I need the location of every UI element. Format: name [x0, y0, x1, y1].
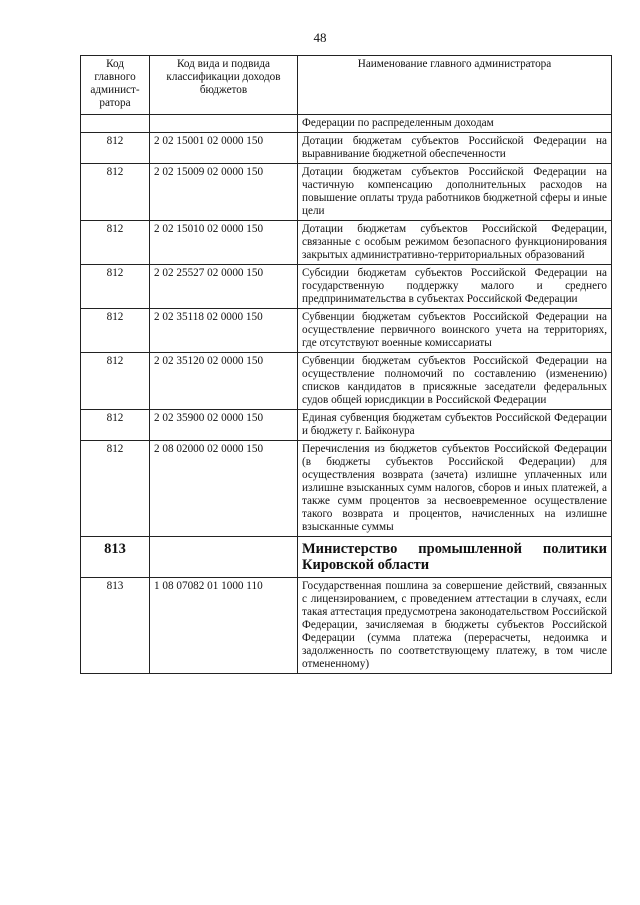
admin-code-cell: 812 [81, 133, 150, 164]
admin-code-cell: 813 [81, 578, 150, 674]
admin-name-cell: Субсидии бюджетам субъектов Российской Федерации на государственную поддержку малого и среднего предпринимательства в субъектах Российской Федерации [298, 265, 612, 309]
admin-name-cell: Дотации бюджетам субъектов Российской Федерации на частичную компенсацию дополнительных расходов на повышение оплаты труда работников бюджетной сферы и иные цели [298, 164, 612, 221]
header-revenue-code: Код вида и подвида классификации доходов бюджетов [150, 56, 298, 115]
table-row [81, 441, 612, 537]
revenue-code-cell: 2 02 25527 02 0000 150 [150, 265, 298, 309]
table-header-row [81, 56, 612, 115]
table-row [81, 410, 612, 441]
revenue-code-cell: 2 02 35120 02 0000 150 [150, 353, 298, 410]
admin-code-cell: 812 [81, 309, 150, 353]
admin-code-cell: 812 [81, 441, 150, 537]
table-row [81, 353, 612, 410]
revenue-code-cell: 2 02 35118 02 0000 150 [150, 309, 298, 353]
header-admin-code: Код главного админист-ратора [81, 56, 150, 115]
admin-name-cell: Единая субвенция бюджетам субъектов Российской Федерации и бюджету г. Байконура [298, 410, 612, 441]
admin-code-cell: 812 [81, 353, 150, 410]
revenue-code-cell: 2 08 02000 02 0000 150 [150, 441, 298, 537]
ministry-name: Министерство промышленной политики Кировской области [298, 537, 612, 578]
revenue-code-cell: 2 02 15009 02 0000 150 [150, 164, 298, 221]
page-number: 48 [313, 30, 327, 45]
admin-name-cell: Государственная пошлина за совершение действий, связанных с лицензированием, с проведением аттестации в случаях, если такая аттестация предусмотрена законодательством Российской Федерации, зачисляемая в бюджеты субъектов Российской Федерации (сумма платежа (перерасчеты, недоимка и задолженность по соответствующему платежу, в том числе отмененному) [298, 578, 612, 674]
admin-name-cell: Дотации бюджетам субъектов Российской Федерации на выравнивание бюджетной обеспеченности [298, 133, 612, 164]
revenue-code-cell: 2 02 35900 02 0000 150 [150, 410, 298, 441]
admin-code-cell: 812 [81, 265, 150, 309]
admin-name-cell: Субвенции бюджетам субъектов Российской Федерации на осуществление полномочий по составлению (изменению) списков кандидатов в присяжные заседатели федеральных судов общей юрисдикции в Российской Федерации [298, 353, 612, 410]
table-row [81, 221, 612, 265]
table-row [81, 578, 612, 674]
revenue-code-cell: 1 08 07082 01 1000 110 [150, 578, 298, 674]
admin-name-cell: Субвенции бюджетам субъектов Российской Федерации на осуществление первичного воинского учета на территориях, где отсутствуют военные комиссариаты [298, 309, 612, 353]
table-row [81, 309, 612, 353]
admin-name-cell: Перечисления из бюджетов субъектов Российской Федерации (в бюджеты субъектов Российской Федерации) для осуществления возврата (зачета) излишне уплаченных или излишне взысканных сумм налогов, сборов и иных платежей, а также сумм процентов за несвоевременное осуществление такого возврата и процентов, начисленных на излишне взысканные суммы [298, 441, 612, 537]
continuation-text: Федерации по распределенным доходам [298, 115, 612, 133]
table-row [81, 164, 612, 221]
table-row [81, 265, 612, 309]
admin-name-cell: Дотации бюджетам субъектов Российской Федерации, связанные с особым режимом безопасного функционирования закрытых административно-территориальных образований [298, 221, 612, 265]
table-row [81, 133, 612, 164]
admin-code-cell: 812 [81, 164, 150, 221]
revenue-administrators-table [80, 55, 612, 674]
ministry-admin-code: 813 [81, 537, 150, 578]
revenue-code-cell: 2 02 15010 02 0000 150 [150, 221, 298, 265]
admin-code-cell: 812 [81, 410, 150, 441]
continuation-row [81, 115, 612, 133]
ministry-row [81, 537, 612, 578]
header-admin-name: Наименование главного администратора [298, 56, 612, 115]
revenue-code-cell: 2 02 15001 02 0000 150 [150, 133, 298, 164]
admin-code-cell: 812 [81, 221, 150, 265]
